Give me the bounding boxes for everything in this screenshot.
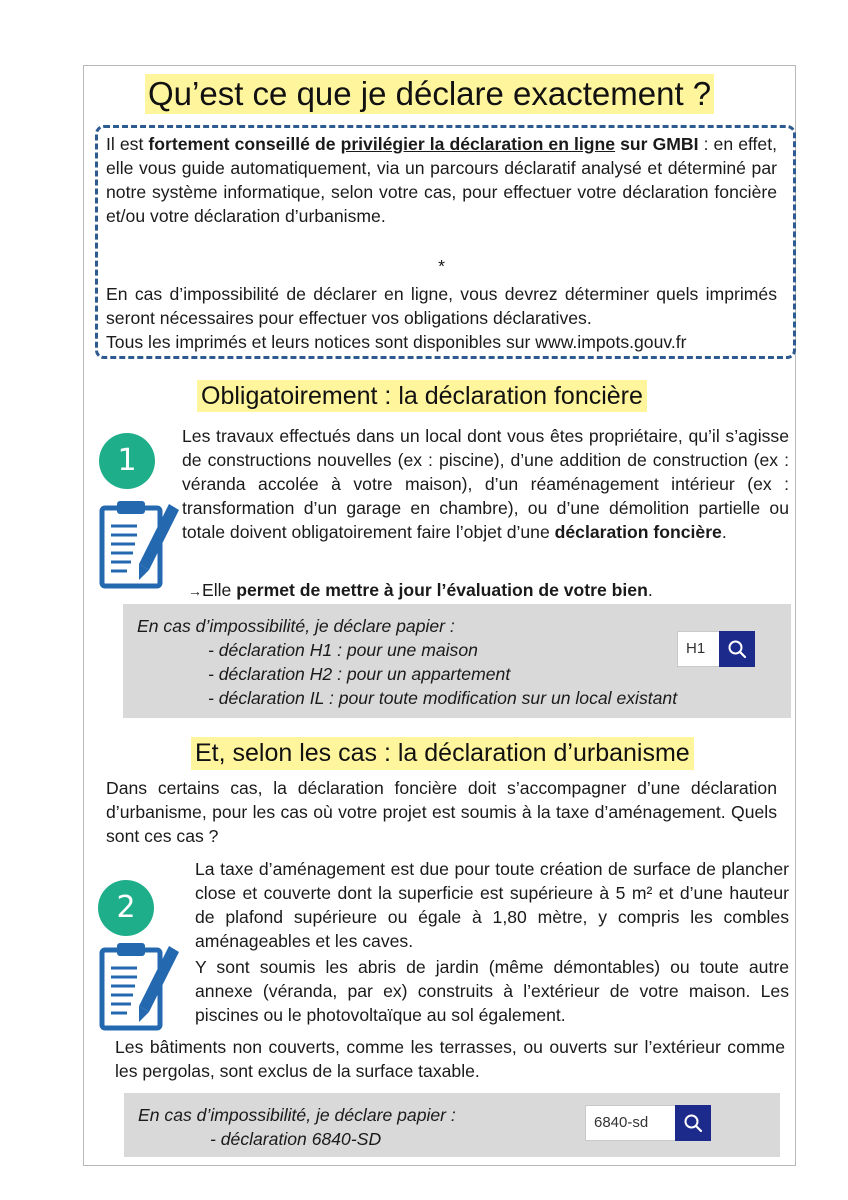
step-2-badge: 2 [98, 880, 154, 936]
paper-box-2-item: - déclaration 6840-SD [210, 1129, 382, 1149]
section1-title: Obligatoirement : la déclaration foncière [197, 380, 647, 412]
intro-paper-text: En cas d’impossibilité de déclarer en ligne, vous devrez déterminer quels imprimés seront nécessaires pour effectuer vos obligations déclaratives. [106, 284, 777, 328]
paper-box-1-title: En cas d’impossibilité, je déclare papier : [137, 616, 455, 636]
search-icon [727, 639, 747, 659]
intro-text: Il est [106, 134, 149, 154]
section1-paragraph [182, 424, 789, 544]
section1-note-emphasis: permet de mettre à jour l’évaluation de votre bien [236, 580, 648, 600]
arrow-icon: → [188, 583, 202, 599]
search-widget-h1[interactable] [677, 631, 755, 667]
paper-box-1-item-h2: - déclaration H2 : pour un appartement [208, 664, 511, 684]
paper-box-1-item-il: - déclaration IL : pour toute modification sur un local existant [208, 688, 678, 708]
intro-paragraph [106, 132, 777, 228]
intro-emphasis: fortement conseillé de [148, 134, 341, 154]
search-button-6840[interactable] [675, 1105, 711, 1141]
intro-gmbi: sur GMBI [615, 134, 699, 154]
search-input-h1[interactable]: H1 [677, 631, 719, 667]
page-title: Qu’est ce que je déclare exactement ? [145, 74, 714, 114]
intro-separator: * [438, 256, 445, 276]
section1-note [188, 578, 788, 603]
section2-annex-text: Y sont soumis les abris de jardin (même démontables) ou toute autre annexe (véranda, par ex) construits à l’extérieur de votre maison. Les piscines ou le photovoltaïque au sol également. [195, 957, 789, 1025]
clipboard-icon [97, 496, 183, 592]
section1-note-text: Elle [202, 580, 237, 600]
clipboard-icon [97, 938, 183, 1034]
section1-period: . [721, 522, 727, 542]
section2-exclusion-text: Les bâtiments non couverts, comme les terrasses, ou ouverts sur l’extérieur comme les pergolas, sont exclus de la surface taxable. [115, 1037, 785, 1081]
section1-note-period: . [647, 580, 653, 600]
section2-intro: Dans certains cas, la déclaration foncière doit s’accompagner d’une déclaration d’urbanisme, pour les cas où votre projet est soumis à la taxe d’aménagement. Quels sont ces cas ? [106, 778, 777, 846]
intro-text-rest: : en effet, elle vous guide automatiquement, via un parcours déclaratif analysé et déterminé par notre système informatique, selon votre cas, pour effectuer votre déclaration foncière et/ou votre déclaration d’urbanisme. [106, 134, 777, 226]
search-button-h1[interactable] [719, 631, 755, 667]
paper-box-1-item-h1: - déclaration H1 : pour une maison [208, 640, 478, 660]
search-input-6840[interactable]: 6840-sd [585, 1105, 675, 1141]
section2-tax-text: La taxe d’aménagement est due pour toute création de surface de plancher close et couverte dont la superficie est supérieure à 5 m² et d’une hauteur de plafond supérieure ou égale à 1,80 mètre, y compris les combles aménageables et les caves. [195, 859, 789, 951]
paper-box-2-title: En cas d’impossibilité, je déclare papier : [138, 1105, 456, 1125]
step-1-badge: 1 [99, 433, 155, 489]
section1-emphasis: déclaration foncière [554, 522, 722, 542]
section2-title: Et, selon les cas : la déclaration d’urbanisme [191, 737, 694, 770]
search-widget-6840[interactable] [585, 1105, 711, 1141]
search-icon [683, 1113, 703, 1133]
intro-underline: privilégier la déclaration en ligne [340, 134, 616, 154]
section1-text: Les travaux effectués dans un local dont vous êtes propriétaire, qu’il s’agisse de constructions nouvelles (ex : piscine), d’une addition de construction (ex : véranda accolée à votre maison), d’un réaménagement intérieur (ex : transformation d’un garage en chambre), ou d’une démolition partielle ou totale doivent obligatoirement faire l’objet d’une [182, 426, 789, 542]
intro-link-text: Tous les imprimés et leurs notices sont disponibles sur www.impots.gouv.fr [106, 332, 687, 352]
